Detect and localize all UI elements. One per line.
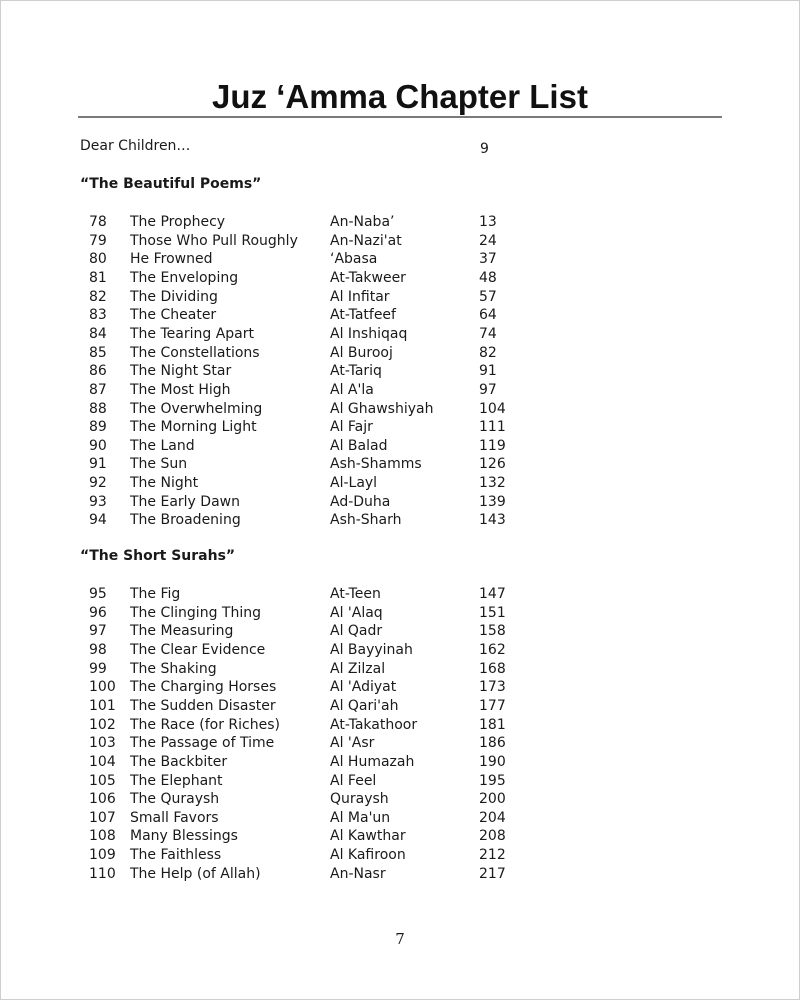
page-ref: 200 — [479, 791, 506, 808]
chapter-number: 89 — [89, 419, 107, 436]
page-ref: 151 — [479, 604, 506, 621]
page-title: Juz ‘Amma Chapter List — [212, 78, 588, 115]
english-title: He Frowned — [130, 251, 213, 268]
chapter-row — [0, 306, 800, 325]
chapter-row — [0, 325, 800, 344]
page-ref: 190 — [479, 753, 506, 770]
chapter-row — [0, 753, 800, 772]
english-title: The Shaking — [130, 660, 217, 677]
arabic-name: Al 'Adiyat — [330, 679, 397, 696]
arabic-name: Ad-Duha — [330, 493, 391, 510]
arabic-name: An-Naba’ — [330, 214, 395, 230]
chapter-row — [0, 269, 800, 288]
chapter-number: 105 — [89, 772, 116, 789]
arabic-name: At-Tatfeef — [330, 307, 396, 324]
chapter-number: 85 — [89, 344, 107, 361]
page-ref: 119 — [479, 437, 506, 454]
title-rule — [78, 116, 722, 118]
chapter-row — [0, 622, 800, 641]
chapter-row — [0, 493, 800, 512]
english-title: The Quraysh — [130, 791, 220, 808]
page-ref: 111 — [479, 419, 506, 436]
page-ref: 24 — [479, 232, 497, 249]
page-number: 7 — [395, 930, 405, 948]
chapter-number: 81 — [89, 269, 107, 286]
english-title: The Sun — [130, 456, 188, 473]
arabic-name: At-Takathoor — [330, 716, 418, 733]
chapter-row — [0, 604, 800, 623]
chapter-row — [0, 660, 800, 679]
english-title: The Faithless — [130, 847, 222, 864]
english-title: The Charging Horses — [130, 679, 277, 696]
english-title: The Passage of Time — [130, 735, 275, 752]
page-ref: 132 — [479, 475, 506, 492]
chapter-row — [0, 474, 800, 493]
english-title: The Clear Evidence — [130, 641, 266, 658]
arabic-name: Al Feel — [330, 772, 377, 789]
chapter-number: 88 — [89, 400, 107, 417]
chapter-row — [0, 734, 800, 753]
english-title: The Overwhelming — [130, 400, 263, 417]
english-title: The Sudden Disaster — [130, 697, 276, 714]
english-title: The Most High — [130, 381, 231, 398]
chapter-number: 108 — [89, 828, 116, 845]
english-title: The Measuring — [130, 623, 234, 640]
page-ref: 204 — [479, 809, 506, 826]
english-title: The Land — [130, 437, 195, 454]
page-ref: 147 — [479, 586, 506, 602]
page-ref: 195 — [479, 772, 506, 789]
english-title: The Early Dawn — [130, 493, 240, 510]
page-ref: 162 — [479, 641, 506, 658]
arabic-name: Al Balad — [330, 437, 388, 454]
arabic-name: Quraysh — [330, 791, 389, 808]
arabic-name: Al Burooj — [330, 344, 393, 361]
page-ref: 97 — [479, 381, 497, 398]
chapter-row — [0, 362, 800, 381]
chapter-number: 90 — [89, 437, 107, 454]
chapter-number: 84 — [89, 325, 107, 342]
page-ref: 126 — [479, 456, 506, 473]
arabic-name: Al Qadr — [330, 623, 383, 640]
english-title: The Constellations — [130, 344, 260, 361]
english-title: The Clinging Thing — [130, 604, 261, 621]
arabic-name: ‘Abasa — [330, 251, 378, 268]
english-title: The Broadening — [130, 512, 241, 529]
page-ref: 74 — [479, 325, 497, 342]
english-title: The Enveloping — [130, 269, 239, 286]
english-title: The Night — [130, 475, 199, 492]
english-title: The Backbiter — [130, 753, 228, 770]
chapter-row — [0, 288, 800, 307]
intro-page: 9 — [480, 141, 489, 157]
english-title: The Night Star — [130, 363, 232, 380]
chapter-row — [0, 697, 800, 716]
arabic-name: Al Kafiroon — [330, 847, 406, 864]
chapter-number: 96 — [89, 604, 107, 621]
english-title: The Elephant — [130, 772, 223, 789]
page-ref: 139 — [479, 493, 506, 510]
english-title: The Race (for Riches) — [130, 716, 280, 733]
chapter-row — [0, 790, 800, 809]
chapter-number: 103 — [89, 735, 116, 752]
page-ref: 64 — [479, 307, 497, 324]
english-title: Small Favors — [130, 809, 219, 826]
chapter-row — [0, 809, 800, 828]
chapter-number: 80 — [89, 251, 107, 268]
page-ref: 57 — [479, 288, 497, 305]
chapter-number: 101 — [89, 697, 116, 714]
page-ref: 181 — [479, 716, 506, 733]
arabic-name: Al A'la — [330, 381, 374, 398]
arabic-name: Al Inshiqaq — [330, 325, 408, 342]
chapter-row — [0, 418, 800, 437]
chapter-row — [0, 437, 800, 456]
page-ref: 82 — [479, 344, 497, 361]
arabic-name: Al-Layl — [330, 475, 378, 492]
arabic-name: Ash-Shamms — [330, 456, 422, 473]
chapter-number: 92 — [89, 475, 107, 492]
page-ref: 168 — [479, 660, 506, 677]
chapter-number: 110 — [89, 865, 116, 882]
chapter-number: 87 — [89, 381, 107, 398]
section-heading-short-surahs: “The Short Surahs” — [80, 548, 236, 564]
chapter-number: 91 — [89, 456, 107, 473]
section-heading-beautiful-poems: “The Beautiful Poems” — [80, 176, 262, 192]
english-title: The Help (of Allah) — [130, 865, 261, 882]
chapter-number: 107 — [89, 809, 116, 826]
chapter-row — [0, 585, 800, 604]
chapter-number: 83 — [89, 307, 107, 324]
chapter-number: 82 — [89, 288, 107, 305]
arabic-name: An-Nazi'at — [330, 232, 402, 249]
chapter-row — [0, 250, 800, 269]
english-title: The Prophecy — [130, 214, 226, 230]
arabic-name: At-Takweer — [330, 269, 406, 286]
arabic-name: Al Fajr — [330, 419, 373, 436]
page-ref: 104 — [479, 400, 506, 417]
chapter-row — [0, 213, 800, 232]
page-ref: 212 — [479, 847, 506, 864]
chapter-number: 100 — [89, 679, 116, 696]
arabic-name: Ash-Sharh — [330, 512, 402, 529]
english-title: The Tearing Apart — [130, 325, 254, 342]
chapter-number: 86 — [89, 363, 107, 380]
english-title: The Cheater — [130, 307, 217, 324]
chapter-row — [0, 511, 800, 530]
chapter-number: 78 — [89, 214, 107, 230]
chapter-number: 98 — [89, 641, 107, 658]
intro-label: Dear Children… — [80, 138, 191, 154]
chapter-number: 106 — [89, 791, 116, 808]
chapter-row — [0, 400, 800, 419]
english-title: The Fig — [130, 586, 181, 602]
chapter-row — [0, 232, 800, 251]
arabic-name: At-Teen — [330, 586, 381, 602]
page-ref: 217 — [479, 865, 506, 882]
page-ref: 158 — [479, 623, 506, 640]
english-title: Many Blessings — [130, 828, 238, 845]
chapter-row — [0, 865, 800, 884]
chapter-number: 109 — [89, 847, 116, 864]
page-ref: 91 — [479, 363, 497, 380]
chapter-row — [0, 641, 800, 660]
chapter-number: 93 — [89, 493, 107, 510]
chapter-number: 104 — [89, 753, 116, 770]
arabic-name: Al 'Alaq — [330, 604, 383, 621]
chapter-row — [0, 827, 800, 846]
page-ref: 37 — [479, 251, 497, 268]
english-title: The Morning Light — [130, 419, 257, 436]
english-title: The Dividing — [130, 288, 218, 305]
chapter-row — [0, 716, 800, 735]
arabic-name: Al Kawthar — [330, 828, 406, 845]
chapter-number: 79 — [89, 232, 107, 249]
chapter-number: 94 — [89, 512, 107, 529]
chapter-number: 97 — [89, 623, 107, 640]
chapter-row — [0, 344, 800, 363]
arabic-name: Al Bayyinah — [330, 641, 413, 658]
arabic-name: Al Qari'ah — [330, 697, 399, 714]
arabic-name: Al Infitar — [330, 288, 390, 305]
arabic-name: Al Humazah — [330, 753, 415, 770]
english-title: Those Who Pull Roughly — [130, 232, 298, 249]
chapter-row — [0, 455, 800, 474]
arabic-name: Al Ma'un — [330, 809, 391, 826]
chapter-number: 102 — [89, 716, 116, 733]
chapter-row — [0, 678, 800, 697]
arabic-name: At-Tariq — [330, 363, 382, 380]
page-ref: 186 — [479, 735, 506, 752]
arabic-name: Al Zilzal — [330, 660, 386, 677]
chapter-row — [0, 846, 800, 865]
page-ref: 173 — [479, 679, 506, 696]
page-ref: 208 — [479, 828, 506, 845]
arabic-name: Al Ghawshiyah — [330, 400, 434, 417]
chapter-number: 95 — [89, 586, 107, 602]
arabic-name: Al 'Asr — [330, 735, 375, 752]
chapter-row — [0, 381, 800, 400]
page-ref: 13 — [479, 214, 497, 230]
chapter-number: 99 — [89, 660, 107, 677]
page-ref: 48 — [479, 269, 497, 286]
page-ref: 143 — [479, 512, 506, 529]
chapter-row — [0, 772, 800, 791]
page-ref: 177 — [479, 697, 506, 714]
arabic-name: An-Nasr — [330, 865, 386, 882]
